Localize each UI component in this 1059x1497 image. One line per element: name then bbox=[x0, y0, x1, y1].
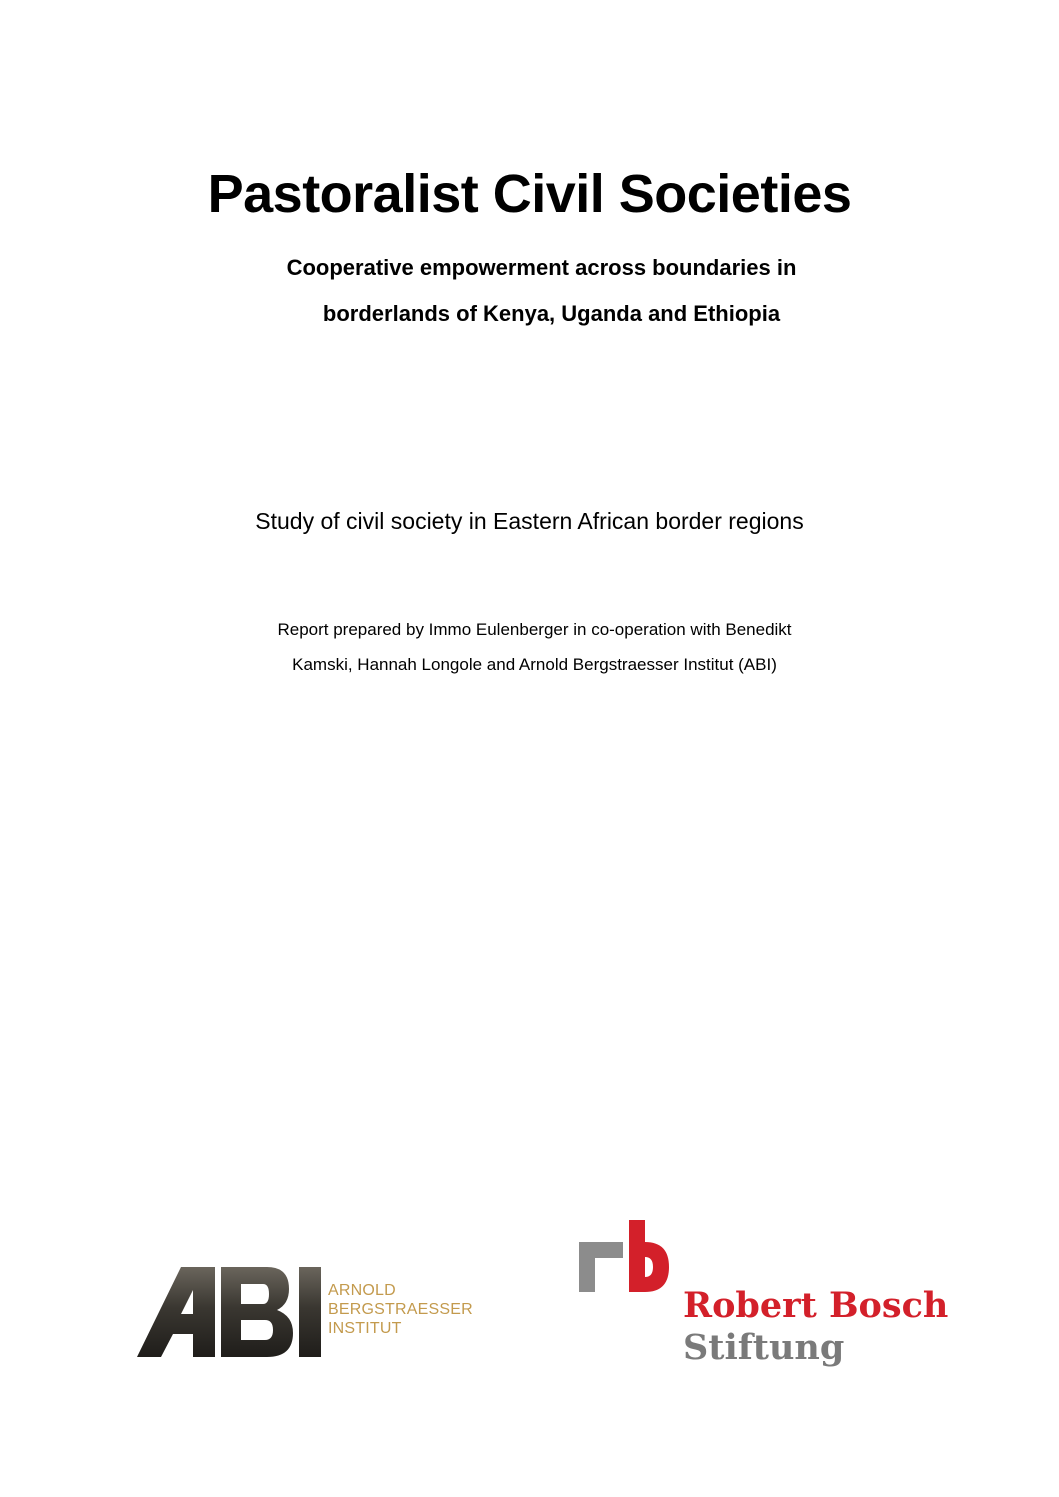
study-description: Study of civil society in Eastern African border regions bbox=[255, 508, 804, 534]
document-title: Pastoralist Civil Societies bbox=[207, 164, 852, 224]
abi-line-3: INSTITUT bbox=[328, 1320, 402, 1337]
bosch-rb-icon bbox=[579, 1220, 669, 1292]
subtitle-line-1: Cooperative empowerment across boundaries in bbox=[286, 255, 797, 280]
abi-line-2: BERGSTRAESSER bbox=[328, 1301, 473, 1318]
credit-line-2: Kamski, Hannah Longole and Arnold Bergstraesser Institut (ABI) bbox=[292, 655, 777, 674]
bosch-sub: Stiftung bbox=[683, 1327, 845, 1368]
subtitle-line-2: borderlands of Kenya, Uganda and Ethiopia bbox=[322, 301, 781, 326]
abi-line-1: ARNOLD bbox=[328, 1282, 396, 1299]
abi-logo-text bbox=[328, 1281, 473, 1338]
bosch-name: Robert Bosch bbox=[683, 1285, 949, 1326]
credit-line-1: Report prepared by Immo Eulenberger in co-operation with Benedikt bbox=[277, 620, 792, 639]
